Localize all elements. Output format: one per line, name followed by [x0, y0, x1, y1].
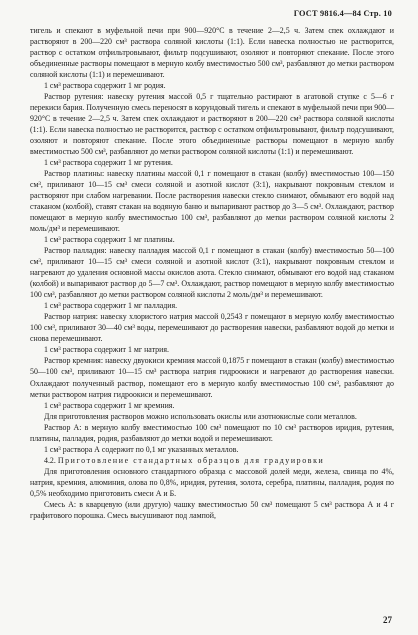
section-number: 4.2.	[44, 455, 56, 465]
paragraph: Раствор платины: навеску платины массой 0,1 г помещают в стакан (колбу) вместимостью 100—150 см³, приливают 10—15 см³ смеси соляной и азотной кислот (3:1), накрывают покровным стеклом и растворяют при слабом нагревании. После растворения навески стекло снимают, обмывают его водой над стаканом (колбой), ставят стакан на водяную баню и выпаривают раствор до 3—5 см³. Охлаждают, раствор помещают в мерную колбу вместимостью 100 см³, разбавляют до метки раствором соляной кислоты 2 моль/дм³ и перемешивают.	[30, 169, 394, 234]
paragraph: 1 см³ раствора содержит 1 мг палладия.	[44, 301, 178, 311]
paragraph: 1 см³ раствора содержит 1 мг кремния.	[44, 400, 175, 410]
paragraph: Раствор натрия: навеску хлористого натрия массой 0,2543 г помещают в мерную колбу вместимостью 100 см³, приливают 30—40 см³ воды, перемешивают до растворения навески, разбавляют водой до метки и снова перемешивают.	[30, 312, 394, 344]
paragraph: Раствор А: в мерную колбу вместимостью 100 см³ помещают по 10 см³ растворов иридия, рутения, платины, палладия, родия, разбавляют до метки водой и перемешивают.	[30, 422, 394, 443]
section-heading	[30, 455, 394, 466]
paragraph: 1 см³ раствора содержит 1 мг натрия.	[44, 345, 169, 355]
paragraph: Для приготовления основного стандартного образца с массовой долей меди, железа, свинца по 4%, натрия, кремния, алюминия, олова по 0,8%, иридия, рутения, золота, серебра, платины, палладия, родия по 0,5% необходимо приготовить смеси А и Б.	[30, 466, 394, 498]
paragraph: 1 см³ раствора содержит 1 мг платины.	[44, 235, 175, 245]
paragraph: тигель и спекают в муфельной печи при 900—920°С в течение 2—2,5 ч. Затем спек охлаждают и растворяют в 200—220 см³ раствора соляной кислоты (1:1). Если навеска полностью не растворится, раствор с остатком отфильтровывают, фильтр подсушивают, озоляют и повторяют спекание. После этого объединенные растворы помещают в мерную колбу вместимостью 500 см³, разбавляют до метки раствором соляной кислоты (1:1) и перемешивают.	[30, 26, 394, 80]
page-header: ГОСТ 9816.4—84 Стр. 10	[293, 9, 392, 18]
paragraph: Смесь А: в кварцевую (или другую) чашку вместимостью 50 см³ помещают 5 см³ раствора А и 4 г графитового порошка. Смесь высушивают под лампой,	[30, 499, 394, 520]
paragraph: Раствор палладия: навеску палладия массой 0,1 г помещают в стакан (колбу) вместимостью 50—100 см³, приливают 10—15 см³ смеси соляной и азотной кислот (3:1), накрывают покровным стеклом и нагревают до удаления основной массы окислов азота. Стекло снимают, обмывают его водой над стаканом (колбой) и выпаривают раствор до 5—7 см³. Охлаждают, раствор помещают в мерную колбу вместимостью 100 см³, разбавляют до метки раствором соляной кислоты 2 моль/дм³ и перемешивают.	[30, 246, 394, 300]
paragraph: Раствор рутения: навеску рутения массой 0,5 г тщательно растирают в агатовой ступке с 5—6 г перекиси бария. Полученную смесь переносят в корундовый тигель и спекают в муфельной печи при 900—920°С в течение 2—2,5 ч. Затем спек охлаждают и растворяют в 200—220 см³ раствора соляной кислоты (1:1). Если навеска полностью не растворится, раствор с остатком отфильтровывают, фильтр подсушивают, озоляют и повторяют спекание. После этого объединенные растворы помещают в мерную колбу вместимостью 500 см³, разбавляют до метки раствором соляной кислоты (1:1) и перемешивают.	[30, 92, 394, 157]
paragraph: 1 см³ раствора содержит 1 мг рутения.	[44, 158, 173, 168]
paragraph: Раствор кремния: навеску двуокиси кремния массой 0,1875 г помещают в стакан (колбу) вместимостью 50—100 см³, приливают 10—15 см³ раствора натрия гидроокиси и нагревают до растворения навески. Охлаждают полученный раствор, помещают его в мерную колбу вместимостью 100 см³, разбавляют до метки раствором натрия гидроокиси и перемешивают.	[30, 356, 394, 399]
paragraph: 1 см³ раствора содержит 1 мг родия.	[44, 81, 166, 91]
paragraph: Для приготовления растворов можно использовать окислы или азотнокислые соли металлов.	[44, 411, 357, 421]
document-body	[30, 25, 394, 521]
paragraph: 1 см³ раствора А содержит по 0,1 мг указанных металлов.	[44, 444, 239, 454]
section-title: Приготовление стандартных образцов для градуировки	[57, 455, 325, 465]
page-number: 27	[383, 615, 392, 625]
